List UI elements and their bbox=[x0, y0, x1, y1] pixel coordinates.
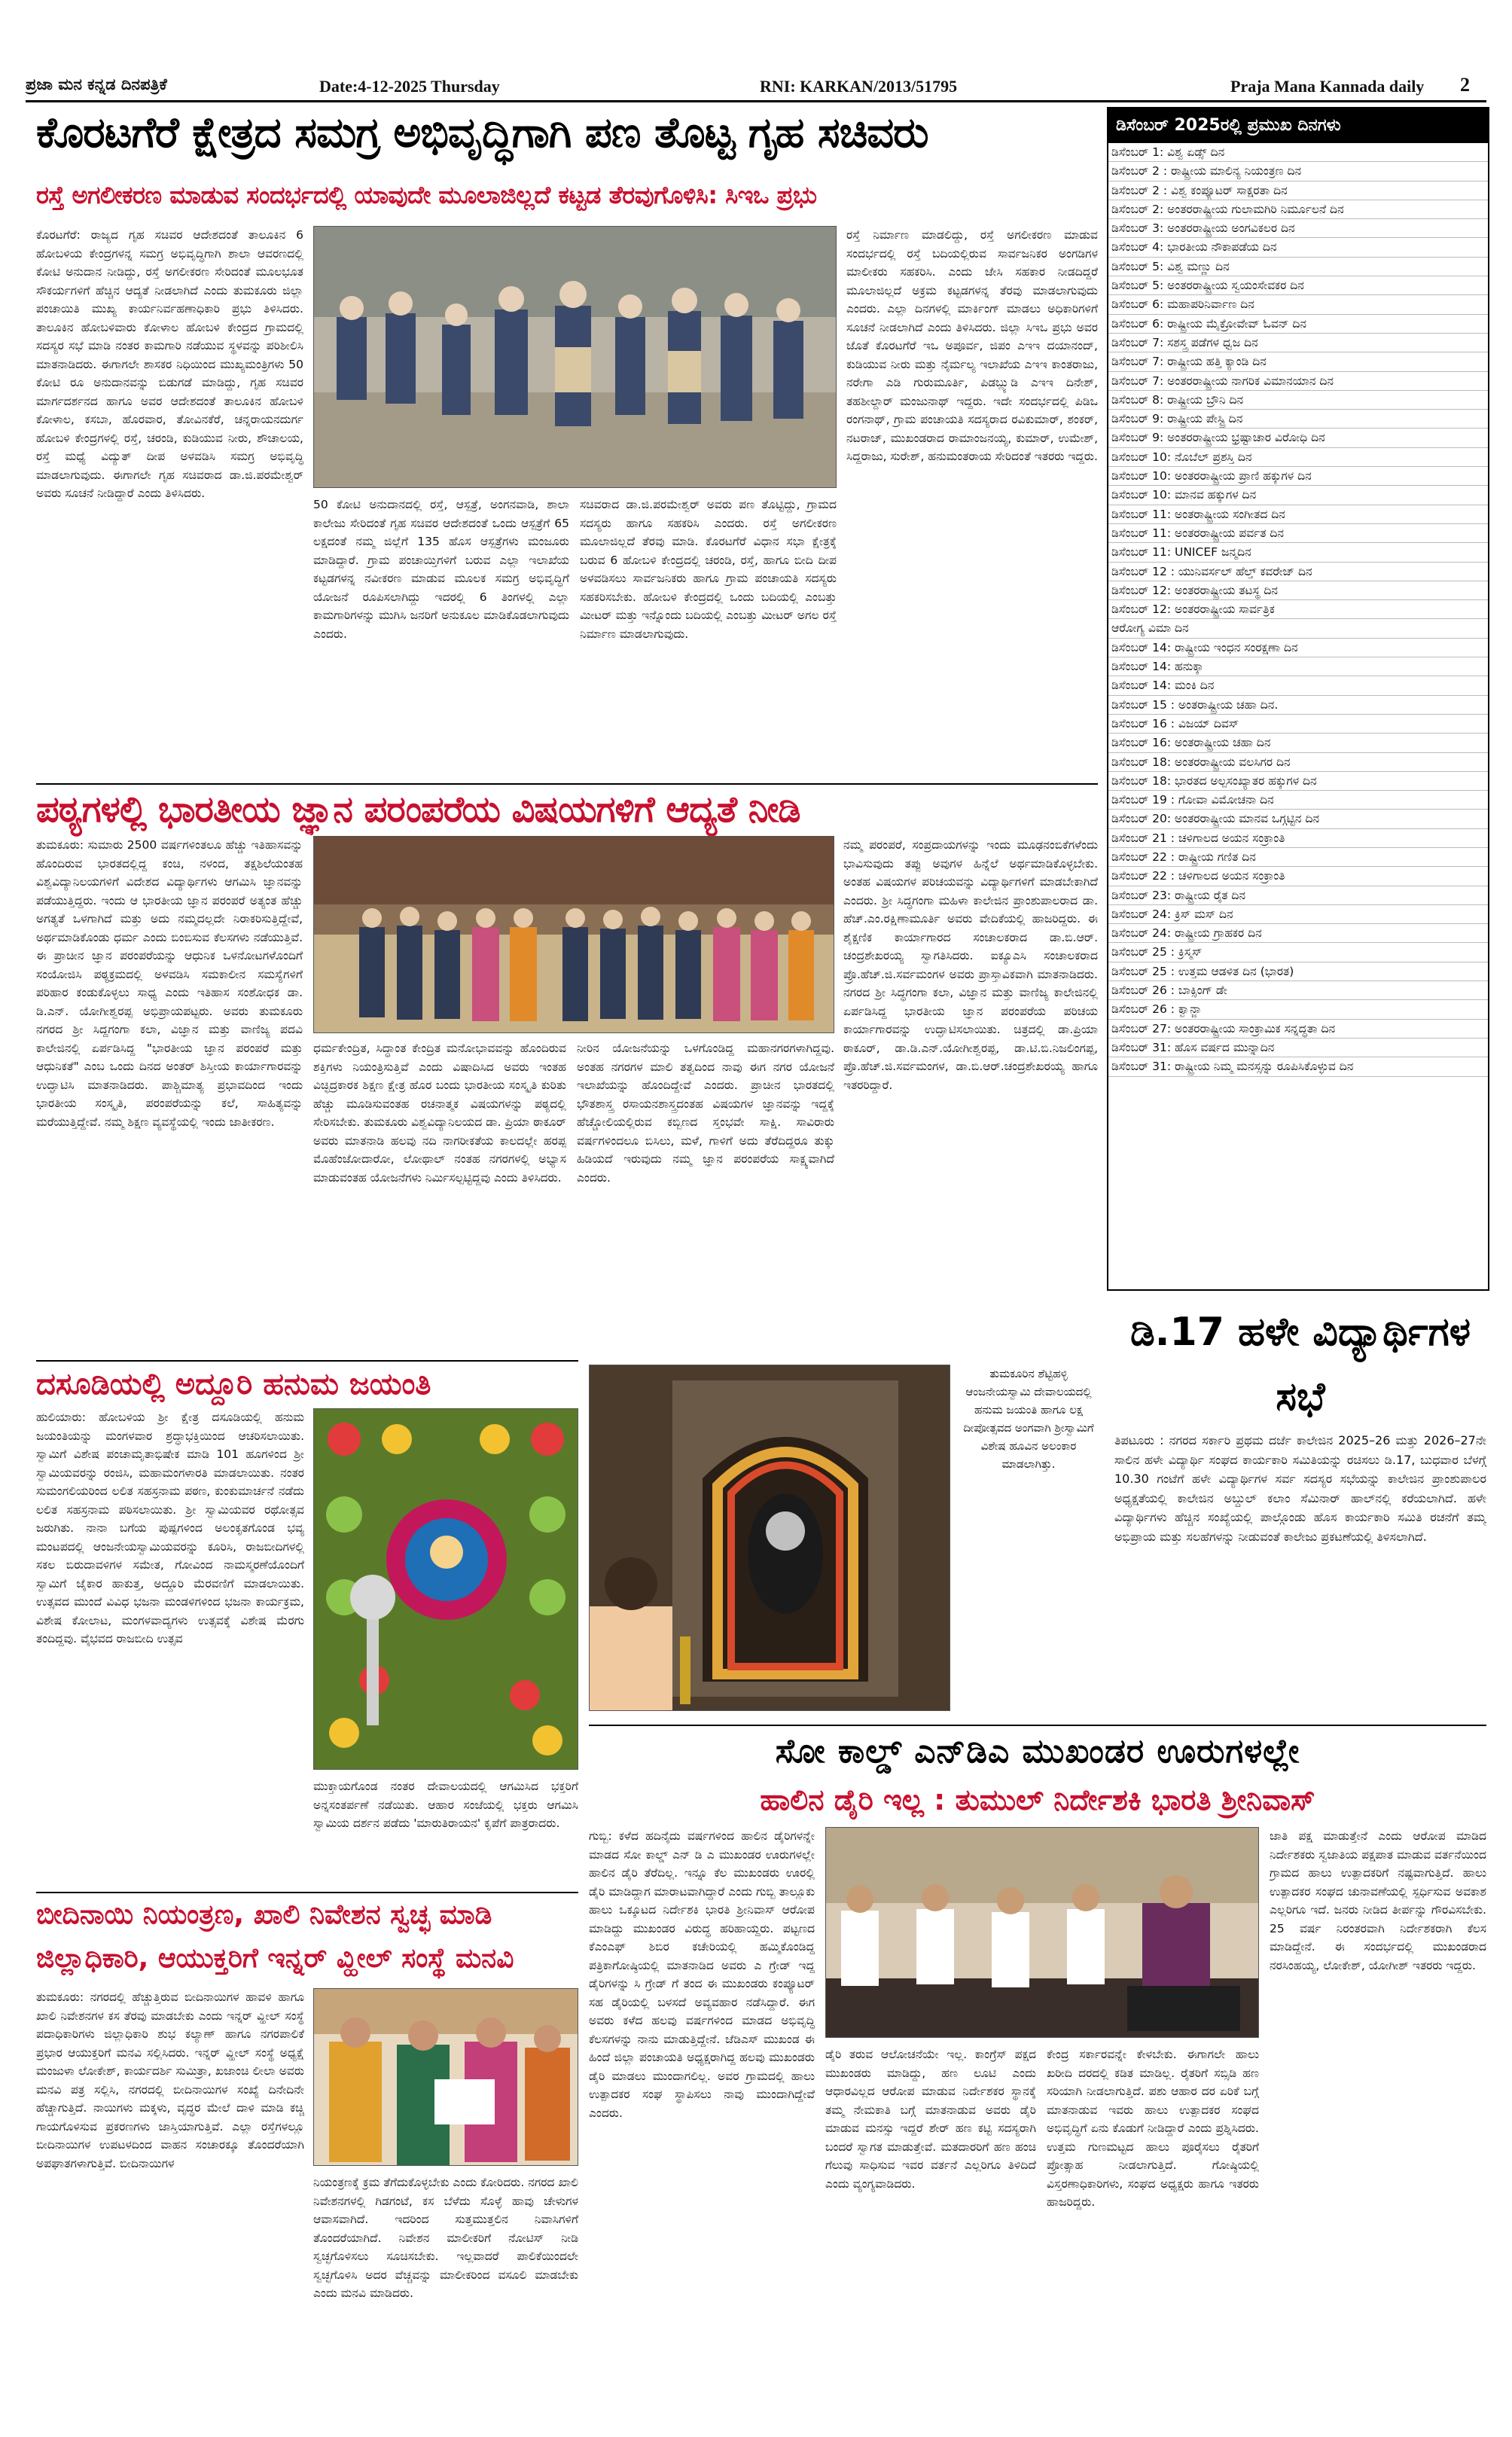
calendar-item: ಡಿಸೆಂಬರ್ 24: ಕ್ರಿಸ್ ಮಸ್ ದಿನ bbox=[1108, 905, 1488, 924]
story2-col2: ಧರ್ಮಕೇಂದ್ರಿತ, ಸಿದ್ಧಾಂತ ಕೇಂದ್ರಿತ ಮನೋಭಾವವನ್ನು ಹೊಂದಿರುವ ಶಕ್ತಿಗಳು ನಿಯಂತ್ರಿಸುತ್ತಿವೆ ಎಂದು ವಿಷಾದಿಸಿದ ಅವರು ಇಂತಹ ವಿಚ್ಛಿದ್ರಕಾರಕ ಶಿಕ್ಷಣ ಕ್ಷೇತ್ರ ಹೊರ ಬಂದು ಭಾರತೀಯ ಸಂಸ್ಕೃತಿ ಕುರಿತು ಹೆಚ್ಚು ಮೂಡಿಸುವಂತಹ ರಚನಾತ್ಮಕ ವಿಷಯಗಳನ್ನು ಪಠ್ಯದಲ್ಲಿ ಸೇರಿಸಬೇಕು. ತುಮಕೂರು ವಿಶ್ವವಿದ್ಯಾನಿಲಯದ ಡಾ. ಪ್ರಿಯಾ ಠಾಕೂರ್ ಅವರು ಮಾತನಾಡಿ ಹಲವು ನದಿ ನಾಗರೀಕತೆಯ ಕಾಲದಲ್ಲೇ ಹರಪ್ಪ ಮೊಹೆಂಜೋದಾರೋ, ಲೋಥಾಲ್ ನಂತಹ ನಗರಗಳಲ್ಲಿ ಅಭ್ಯಾಸ ಮಾಡುವಂತಹ ಯೋಜನೆಗಳು ನಿರ್ಮಿಸಲ್ಪಟ್ಟಿದ್ದವು ಎಂದು ತಿಳಿಸಿದರು. bbox=[313, 1042, 566, 1185]
calendar-item: ಡಿಸೆಂಬರ್ 11: UNICEF ಜನ್ಮದಿನ bbox=[1108, 543, 1488, 562]
calendar-item: ಡಿಸೆಂಬರ್ 7: ಸಶಸ್ತ್ರ ಪಡೆಗಳ ಧ್ವಜ ದಿನ bbox=[1108, 334, 1488, 352]
calendar-item: ಡಿಸೆಂಬರ್ 5: ವಿಶ್ವ ಮಣ್ಣು ದಿನ bbox=[1108, 258, 1488, 276]
calendar-item: ಡಿಸೆಂಬರ್ 22 : ಚಳಿಗಾಲದ ಅಯನ ಸಂಕ್ರಾಂತಿ bbox=[1108, 867, 1488, 886]
story6-col2: ನಿಯಂತ್ರಣಕ್ಕೆ ಕ್ರಮ ತೆಗೆದುಕೊಳ್ಳಬೇಕು ಎಂದು ಕೋರಿದರು. ನಗರದ ಖಾಲಿ ನಿವೇಶನಗಳಲ್ಲಿ ಗಿಡಗಂಟೆ, ಕಸ ಬೆಳೆದು ಸೊಳ್ಳೆ ಹಾವು ಚೇಳುಗಳ ಆವಾಸವಾಗಿದೆ. ಇದರಿಂದ ಸುತ್ತಮುತ್ತಲಿನ ನಿವಾಸಿಗಳಿಗೆ ತೊಂದರೆಯಾಗಿದೆ. ನಿವೇಶನ ಮಾಲೀಕರಿಗೆ ನೋಟಿಸ್ ನೀಡಿ ಸ್ವಚ್ಛಗೊಳಿಸಲು ಸೂಚಿಸಬೇಕು. ಇಲ್ಲವಾದರೆ ಪಾಲಿಕೆಯಿಂದಲೇ ಸ್ವಚ್ಛಗೊಳಿಸಿ ಅದರ ವೆಚ್ಚವನ್ನು ಮಾಲೀಕರಿಂದ ವಸೂಲಿ ಮಾಡಬೇಕು ಎಂದು ಮನವಿ ಮಾಡಿದರು. bbox=[313, 2176, 578, 2300]
story5-col4: ಜಾತಿ ಪಕ್ಷ ಮಾಡುತ್ತೇನೆ ಎಂದು ಆರೋಪ ಮಾಡಿದ ನಿರ್ದೇಶಕರು ಸ್ವಜಾತಿಯ ಪಕ್ಷಪಾತ ಮಾಡುವ ವರ್ತನೆಯಿಂದ ಗ್ರಾಮದ ಹಾಲು ಉತ್ಪಾದಕರಿಗೆ ನಷ್ಟವಾಗುತ್ತಿದೆ. ಹಾಲು ಉತ್ಪಾದಕರ ಸಂಘದ ಚುನಾವಣೆಯಲ್ಲಿ ಸ್ಪರ್ಧಿಸುವ ಅವಕಾಶ ಎಲ್ಲರಿಗೂ ಇದೆ. ಜನರು ನೀಡಿದ ತೀರ್ಪನ್ನು ಗೌರವಿಸಬೇಕು. 25 ವರ್ಷ ನಿರಂತರವಾಗಿ ನಿರ್ದೇಶಕರಾಗಿ ಕೆಲಸ ಮಾಡಿದ್ದೇನೆ. ಈ ಸಂದರ್ಭದಲ್ಲಿ ಮುಖಂಡರಾದ ನರಸಿಂಹಯ್ಯ, ಲೋಕೇಶ್, ಯೋಗೀಶ್ ಇತರರು ಇದ್ದರು. bbox=[1270, 1829, 1486, 1972]
calendar-item: ಡಿಸೆಂಬರ್ 8: ರಾಷ್ಟ್ರೀಯ ಬ್ರೌನಿ ದಿನ bbox=[1108, 391, 1488, 410]
calendar-item: ಡಿಸೆಂಬರ್ 25 : ಉತ್ತಮ ಆಡಳಿತ ದಿನ (ಭಾರತ) bbox=[1108, 962, 1488, 981]
calendar-item: ಡಿಸೆಂಬರ್ 9: ರಾಷ್ಟ್ರೀಯ ಪೇಸ್ಟ್ರಿ ದಿನ bbox=[1108, 410, 1488, 429]
story5-col1: ಗುಬ್ಬಿ: ಕಳೆದ ಹದಿನೈದು ವರ್ಷಗಳಿಂದ ಹಾಲಿನ ಡೈರಿಗಳನ್ನೇ ಮಾಡದ ಸೋ ಕಾಲ್ಡ್ ಎನ್ ಡಿ ಎ ಮುಖಂಡರ ಊರುಗಳಲ್ಲೇ ಹಾಲಿನ ಡೈರಿ ತೆರೆದಿಲ್ಲ. ಇನ್ನೂ ಕೆಲ ಮುಖಂಡರು ಊರಲ್ಲಿ ಡೈರಿ ಮಾಡಿದ್ದಾಗ ಮಾರಾಟವಾಗಿದ್ದಾರೆ ಎಂದು ಗುಬ್ಬಿ ತಾಲ್ಲೂಕು ಹಾಲು ಒಕ್ಕೂಟದ ನಿರ್ದೇಶಕಿ ಭಾರತಿ ಶ್ರೀನಿವಾಸ್ ಆರೋಪ ಮಾಡಿದ್ದು ಮುಖಂಡರ ವಿರುದ್ಧ ಹರಿಹಾಯ್ದರು. ಪಟ್ಟಣದ ಕೆಎಂಎಫ್ ಶಿಬಿರ ಕಚೇರಿಯಲ್ಲಿ ಹಮ್ಮಿಕೊಂಡಿದ್ದ ಪತ್ರಿಕಾಗೋಷ್ಠಿಯಲ್ಲಿ ಮಾತನಾಡಿದ ಅವರು ಎ ಗ್ರೇಡ್ ಇದ್ದ ಡೈರಿಗಳನ್ನು ಸಿ ಗ್ರೇಡ್ ಗೆ ತಂದ ಈ ಮುಖಂಡರು ಕಂಪ್ಯೂಟರ್ ಸಹ ಡೈರಿಯಲ್ಲಿ ಬಳಸದೆ ಅವ್ಯವಹಾರ ನಡೆಸಿದ್ದಾರೆ. ಈಗ ಅವರು ಕಳೆದ ಹಲವು ವರ್ಷಗಳಿಂದ ಮಾಡದ ಅಭಿವೃದ್ಧಿ ಕೆಲಸಗಳನ್ನು ನಾನು ಮಾಡುತ್ತಿದ್ದೇನೆ. ಜೆಡಿಎಸ್ ಮುಖಂಡ ಈ ಹಿಂದೆ ಜಿಲ್ಲಾ ಪಂಚಾಯತಿ ಅಧ್ಯಕ್ಷರಾಗಿದ್ದ ಹಲವು ಮುಖಂಡರು ಡೈರಿ ಮಾಡಲು ಮುಂದಾಗಲಿಲ್ಲ. ಅವರ ಗ್ರಾಮದಲ್ಲಿ ಹಾಲು ಉತ್ಪಾದಕರ ಸಂಘ ಸ್ಥಾಪಿಸಲು ನಾವು ಮುಂದಾಗಿದ್ದೇವೆ ಎಂದರು. bbox=[589, 1829, 815, 2120]
divider bbox=[36, 1360, 578, 1362]
story3-headline: ದಸೂಡಿಯಲ್ಲಿ ಅದ್ದೂರಿ ಹನುಮ ಜಯಂತಿ bbox=[36, 1367, 431, 1402]
calendar-item: ಡಿಸೆಂಬರ್ 16 : ವಿಜಯ್ ದಿವಸ್ bbox=[1108, 715, 1488, 734]
press-meet-image bbox=[826, 1828, 1259, 2038]
story4-body: ತಿಪಟೂರು : ನಗರದ ಸರ್ಕಾರಿ ಪ್ರಥಮ ದರ್ಜೆ ಕಾಲೇಜಿನ 2025–26 ಮತ್ತು 2026–27ನೇ ಸಾಲಿನ ಹಳೇ ವಿದ್ಯಾರ್ಥಿ ಸಂಘದ ಕಾರ್ಯಕಾರಿ ಸಮಿತಿಯನ್ನು ರಚಿಸಲು ಡಿ.17, ಬುಧವಾರ ಬೆಳಗ್ಗೆ 10.30 ಗಂಟೆಗೆ ಹಳೇ ವಿದ್ಯಾರ್ಥಿಗಳ ಸರ್ವ ಸದಸ್ಯರ ಸಭೆಯನ್ನು ಕಾಲೇಜಿನ ಪ್ರಾಂಶುಪಾಲರ ಅಧ್ಯಕ್ಷತೆಯಲ್ಲಿ ಕಾಲೇಜಿನ ಅಬ್ದುಲ್ ಕಲಾಂ ಸೆಮಿನಾರ್ ಹಾಲ್‌ನಲ್ಲಿ ಕರೆಯಲಾಗಿದೆ. ಹಳೇ ವಿದ್ಯಾರ್ಥಿಗಳು ಹೆಚ್ಚಿನ ಸಂಖ್ಯೆಯಲ್ಲಿ ಪಾಲ್ಗೊಂಡು ಹೊಸ ಕಾರ್ಯಕಾರಿ ಸಮಿತಿ ರಚನೆಗೆ ತಮ್ಮ ಅಭಿಪ್ರಾಯ ಮತ್ತು ಸಲಹೆಗಳನ್ನು ನೀಡುವಂತೆ ಕಾಲೇಜು ಪ್ರಕಟಣೆಯಲ್ಲಿ ತಿಳಿಸಲಾಗಿದೆ. bbox=[1114, 1433, 1486, 1544]
calendar-item: ಡಿಸೆಂಬರ್ 11: ಅಂತರಾಷ್ಟ್ರೀಯ ಸಂಗೀತದ ದಿನ bbox=[1108, 505, 1488, 524]
calendar-item: ಡಿಸೆಂಬರ್ 23: ರಾಷ್ಟ್ರೀಯ ರೈತ ದಿನ bbox=[1108, 886, 1488, 905]
calendar-item: ಡಿಸೆಂಬರ್ 12: ಅಂತರರಾಷ್ಟ್ರೀಯ ಸಾರ್ವತ್ರಿಕ bbox=[1108, 600, 1488, 619]
calendar-item: ಡಿಸೆಂಬರ್ 26 : ಕ್ವಾನ್ಜಾ bbox=[1108, 1000, 1488, 1019]
calendar-item: ಡಿಸೆಂಬರ್ 2 : ರಾಷ್ಟ್ರೀಯ ಮಾಲಿನ್ಯ ನಿಯಂತ್ರಣ ದಿನ bbox=[1108, 162, 1488, 181]
calendar-item: ಡಿಸೆಂಬರ್ 18: ಅಂತರರಾಷ್ಟ್ರೀಯ ವಲಸಿಗರ ದಿನ bbox=[1108, 753, 1488, 772]
calendar-item: ಡಿಸೆಂಬರ್ 2 : ವಿಶ್ವ ಕಂಪ್ಯೂಟರ್ ಸಾಕ್ಷರತಾ ದಿನ bbox=[1108, 181, 1488, 200]
story6-col1: ತುಮಕೂರು: ನಗರದಲ್ಲಿ ಹೆಚ್ಚುತ್ತಿರುವ ಬೀದಿನಾಯಿಗಳ ಹಾವಳಿ ಹಾಗೂ ಖಾಲಿ ನಿವೇಶನಗಳ ಕಸ ತೆರವು ಮಾಡಬೇಕು ಎಂದು ಇನ್ನರ್ ವ್ಹೀಲ್ ಸಂಸ್ಥೆ ಪದಾಧಿಕಾರಿಗಳು ಜಿಲ್ಲಾಧಿಕಾರಿ ಶುಭ ಕಲ್ಯಾಣ್ ಹಾಗೂ ನಗರಪಾಲಿಕೆ ಪ್ರಭಾರ ಆಯುಕ್ತರಿಗೆ ಮನವಿ ಸಲ್ಲಿಸಿದರು. ಇನ್ನರ್ ವ್ಹೀಲ್ ಸಂಸ್ಥೆ ಅಧ್ಯಕ್ಷೆ ಮಂಜುಳಾ ಲೋಕೇಶ್, ಕಾರ್ಯದರ್ಶಿ ಸುಮಿತ್ರಾ, ಖಜಾಂಚಿ ಲೀಲಾ ಅವರು ಮನವಿ ಪತ್ರ ಸಲ್ಲಿಸಿ, ನಗರದಲ್ಲಿ ಬೀದಿನಾಯಿಗಳ ಸಂಖ್ಯೆ ದಿನೇದಿನೇ ಹೆಚ್ಚಾಗುತ್ತಿದೆ. ನಾಯಿಗಳು ಮಕ್ಕಳು, ವೃದ್ಧರ ಮೇಲೆ ದಾಳಿ ಮಾಡಿ ಕಚ್ಚಿ ಗಾಯಗೊಳಿಸುವ ಪ್ರಕರಣಗಳು ಜಾಸ್ತಿಯಾಗುತ್ತಿವೆ. ಎಲ್ಲಾ ರಸ್ತೆಗಳಲ್ಲೂ ಬೀದಿನಾಯಿಗಳ ಉಪಟಳದಿಂದ ವಾಹನ ಸಂಚಾರಕ್ಕೂ ತೊಂದರೆಯಾಗಿ ಅಪಘಾತಗಳಾಗುತ್ತಿವೆ. ಬೀದಿನಾಯಿಗಳ bbox=[36, 1990, 304, 2170]
calendar-item: ಡಿಸೆಂಬರ್ 10: ನೊಬೆಲ್ ಪ್ರಶಸ್ತಿ ದಿನ bbox=[1108, 448, 1488, 467]
story1-col3: ಸಚಿವರಾದ ಡಾ.ಜಿ.ಪರಮೇಶ್ವರ್ ಅವರು ಪಣ ತೊಟ್ಟಿದ್ದು, ಗ್ರಾಮದ ಸದಸ್ಯರು ಹಾಗೂ ಸಹಕರಿಸಿ ಎಂದರು. ರಸ್ತೆ ಅಗಲೀಕರಣ ಮೂಲಾಜಿಲ್ಲದೆ ತೆರವು ಮಾಡಿ. ಕೊರಟಗೆರೆ ವಿಧಾನ ಸಭಾ ಕ್ಷೇತ್ರಕ್ಕೆ ಬರುವ 6 ಹೋಬಳಿ ಕೇಂದ್ರದಲ್ಲಿ ಚರಂಡಿ, ರಸ್ತೆ, ಹಾಗೂ ಬೀದಿ ದೀಪ ಅಳವಡಿಸಲು ಸಾರ್ವಜನಿಕರು ಹಾಗೂ ಗ್ರಾಮ ಪಂಚಾಯತಿ ಸದಸ್ಯರು ಸಹಕರಿಸಬೇಕು. ಹೋಬಳಿ ಕೇಂದ್ರದಲ್ಲಿ ಒಂದು ಬದಿಯಲ್ಲಿ ಎಂಬತ್ತು ಮೀಟರ್ ಮತ್ತು ಇನ್ನೊಂದು ಬದಿಯಲ್ಲಿ ಎಂಬತ್ತು ಮೀಟರ್ ಅಗಲ ರಸ್ತೆ ನಿರ್ಮಾಣ ಮಾಡಲಾಗುವುದು. bbox=[580, 498, 837, 641]
calendar-item: ಡಿಸೆಂಬರ್ 10: ಮಾನವ ಹಕ್ಕುಗಳ ದಿನ bbox=[1108, 486, 1488, 505]
calendar-item: ಡಿಸೆಂಬರ್ 22 : ರಾಷ್ಟ್ರೀಯ ಗಣಿತ ದಿನ bbox=[1108, 848, 1488, 867]
calendar-title: ಡಿಸೆಂಬರ್ 2025ರಲ್ಲಿ ಪ್ರಮುಖ ದಿನಗಳು bbox=[1108, 108, 1488, 143]
calendar-item: ಡಿಸೆಂಬರ್ 27: ಅಂತರರಾಷ್ಟ್ರೀಯ ಸಾಂಕ್ರಾಮಿಕ ಸನ್ನದ್ಧತಾ ದಿನ bbox=[1108, 1020, 1488, 1039]
fruit-decoration-image bbox=[314, 1409, 578, 1770]
story6-subhead: ಜಿಲ್ಲಾಧಿಕಾರಿ, ಆಯುಕ್ತರಿಗೆ ಇನ್ನರ್ ವ್ಹೀಲ್ ಸಂಸ್ಥೆ ಮನವಿ bbox=[36, 1943, 514, 1974]
calendar-item: ಡಿಸೆಂಬರ್ 3: ಅಂತರರಾಷ್ಟ್ರೀಯ ಅಂಗವಿಕಲರ ದಿನ bbox=[1108, 219, 1488, 238]
divider bbox=[36, 783, 1098, 785]
calendar-item: ಡಿಸೆಂಬರ್ 31: ಹೊಸ ವರ್ಷದ ಮುನ್ನಾದಿನ bbox=[1108, 1039, 1488, 1057]
issue-date: Date:4-12-2025 Thursday bbox=[319, 77, 500, 96]
paper-name: Praja Mana Kannada daily bbox=[1230, 77, 1425, 96]
header-bar bbox=[26, 72, 1486, 102]
calendar-item: ಡಿಸೆಂಬರ್ 15 : ಅಂತರಾಷ್ಟ್ರೀಯ ಚಹಾ ದಿನ. bbox=[1108, 696, 1488, 715]
calendar-item: ಡಿಸೆಂಬರ್ 14: ಹನುಕ್ಕಾ bbox=[1108, 657, 1488, 676]
story5-subhead: ಹಾಲಿನ ಡೈರಿ ಇಲ್ಲ : ತುಮುಲ್ ನಿರ್ದೇಶಕಿ ಭಾರತಿ ಶ್ರೀನಿವಾಸ್ bbox=[760, 1783, 1315, 1816]
calendar-item: ಡಿಸೆಂಬರ್ 25 : ಕ್ರಿಸ್ಮಸ್ bbox=[1108, 943, 1488, 962]
temple-idol-image bbox=[590, 1365, 950, 1711]
story4-headline: ಡಿ.17 ಹಳೇ ವಿದ್ಯಾರ್ಥಿಗಳ ಸಭೆ bbox=[1130, 1310, 1471, 1420]
story3-col1: ಹುಲಿಯಾರು: ಹೋಬಳಿಯ ಶ್ರೀ ಕ್ಷೇತ್ರ ದಸೂಡಿಯಲ್ಲಿ ಹನುಮ ಜಯಂತಿಯನ್ನು ಮಂಗಳವಾರ ಶ್ರದ್ಧಾಭಕ್ತಿಯಿಂದ ಆಚರಿಸಲಾಯಿತು. ಸ್ವಾಮಿಗೆ ವಿಶೇಷ ಪಂಚಾಮೃತಾಭಿಷೇಕ ಮಾಡಿ 101 ಹೂಗಳಿಂದ ಶ್ರೀ ಸ್ವಾಮಿಯವರನ್ನು ರಂಜಿಸಿ, ಮಹಾಮಂಗಳಾರತಿ ಮಾಡಲಾಯಿತು. ನಂತರ ಸುಮಂಗಲಿಯರಿಂದ ಲಲಿತ ಸಹಸ್ರನಾಮ ಪಠಣ, ಕುಂಕುಮಾರ್ಚನೆ ನಡೆದು ಲಲಿತ ಸಹಸ್ರನಾಮ ಪಠಿಸಲಾಯಿತು. ಶ್ರೀ ಸ್ವಾಮಿಯವರ ರಥೋತ್ಸವ ಜರುಗಿತು. ನಾನಾ ಬಗೆಯ ಪುಷ್ಪಗಳಿಂದ ಅಲಂಕೃತಗೊಂಡ ಭವ್ಯ ಮಂಟಪದಲ್ಲಿ ಆಂಜನೇಯಸ್ವಾಮಿಯವರನ್ನು ಕೂರಿಸಿ, ರಾಜಬೀದಿಗಳಲ್ಲಿ ಸಕಲ ಬಿರುದಾವಳಿಗಳ ಸಮೇತ, ಗೋವಿಂದ ನಾಮಸ್ಮರಣೆಯೊಂದಿಗೆ ಸ್ವಾಮಿಗೆ ಜೈಕಾರ ಹಾಕುತ್ತ, ಅದ್ದೂರಿ ಮೆರವಣಿಗೆ ಮಾಡಲಾಯಿತು. ಉತ್ಸವದ ಮುಂದೆ ವಿವಿಧ ಭಜನಾ ಮಂಡಳಿಗಳಿಂದ ಭಜನಾ ಕಾರ್ಯಕ್ರಮ, ವಿಶೇಷ ಕೋಲಾಟ, ಮಂಗಳವಾದ್ಯಗಳು ಉತ್ಸವಕ್ಕೆ ವಿಶೇಷ ಮೆರಗು ತಂದಿದ್ದವು. ವೈಭವದ ರಾಜಬೀದಿ ಉತ್ಸವ bbox=[36, 1411, 304, 1646]
story3-photo bbox=[313, 1408, 578, 1770]
calendar-item: ಡಿಸೆಂಬರ್ 14: ಮಂಕಿ ದಿನ bbox=[1108, 676, 1488, 695]
story5-col2: ಡೈರಿ ತರುವ ಆಲೋಚನೆಯೇ ಇಲ್ಲ. ಕಾಂಗ್ರೆಸ್ ಪಕ್ಷದ ಮುಖಂಡರು ಮಾಡಿದ್ದು, ಹಣ ಲೂಟಿ ಎಂದು ಆಧಾರವಿಲ್ಲದ ಆರೋಪ ಮಾಡುವ ನಿರ್ದೇಶಕರ ಸ್ಥಾನಕ್ಕೆ ತಮ್ಮ ನೇಮಕಾತಿ ಬಗ್ಗೆ ಮಾತನಾಡುವ ಅವರು ಡೈರಿ ಮಾಡುವ ಮನಸ್ಸು ಇದ್ದರೆ ಶೇರ್ ಹಣ ಕಟ್ಟಿ ಸದಸ್ಯರಾಗಿ ಬಂದರೆ ಸ್ವಾಗತ ಮಾಡುತ್ತೇವೆ. ಮತದಾರರಿಗೆ ಹಣ ಹಂಚಿ ಗೆಲುವು ಸಾಧಿಸುವ ಇವರ ವರ್ತನೆ ಎಲ್ಲರಿಗೂ ತಿಳಿದಿದೆ ಎಂದು ವ್ಯಂಗ್ಯವಾಡಿದರು. bbox=[825, 2048, 1036, 2191]
story1-col4: ರಸ್ತೆ ನಿರ್ಮಾಣ ಮಾಡಲಿದ್ದು, ರಸ್ತೆ ಅಗಲೀಕರಣ ಮಾಡುವ ಸಂದರ್ಭದಲ್ಲಿ ರಸ್ತೆ ಬದಿಯಲ್ಲಿರುವ ಸಾರ್ವಜನಿಕರ ಅಂಗಡಿಗಳ ಮಾಲೀಕರು ಸಹಕರಿಸಿ. ಎಂದು ಜೇಸಿ ಸಹಕಾರ ನೀಡದಿದ್ದರೆ ಮೂಲಾಜಿಲ್ಲದೆ ಅಕ್ರಮ ಕಟ್ಟಡಗಳನ್ನ ತೆರವು ಮಾಡಲಾಗುವುದು ಎಂದರು. ಎಲ್ಲಾ ದಿನಗಳಲ್ಲಿ ಮಾರ್ಕಿಂಗ್ ಮಾಡಲು ಅಧಿಕಾರಿಗಳಿಗೆ ಸೂಚನೆ ನೀಡಲಾಗಿದೆ ಎಂದು ತಿಳಿಸಿದರು. ಜಿಲ್ಲಾ ಸಿಇಒ ಪ್ರಭು ಅವರ ಜೊತೆ ಕೊರಟಗೆರೆ ಇಒ ಅಪೂರ್ವ, ಜಿಪಂ ಎಇಇ ದಯಾನಂದ್, ಕುಡಿಯುವ ನೀರು ಮತ್ತು ನೈರ್ಮಲ್ಯ ಇಲಾಖೆಯ ಎಇಇ ಕಾಂತರಾಜು, ನರೇಗಾ ಎಡಿ ಗುರುಮೂರ್ತಿ, ಪಿಡಬ್ಲ್ಯುಡಿ ಎಇಇ ದಿನೇಶ್, ತಹಶೀಲ್ದಾರ್ ಮಂಜುನಾಥ್ ಇದ್ದರು. ಇದೇ ಸಂದರ್ಭದಲ್ಲಿ ಪಿಡಿಒ ರಂಗನಾಥ್, ಗ್ರಾಮ ಪಂಚಾಯತಿ ಸದಸ್ಯರಾದ ರವಿಕುಮಾರ್, ಶಂಕರ್, ನಟರಾಜ್, ಮುಖಂಡರಾದ ರಾಮಾಂಜನಯ್ಯ, ಕುಮಾರ್, ಉಮೇಶ್, ಸಿದ್ದರಾಜು, ಸುರೇಶ್, ಹನುಮಂತರಾಯ ಸೇರಿದಂತೆ ಇತರರು ಇದ್ದರು. bbox=[846, 228, 1098, 463]
site-inspection-image bbox=[314, 227, 837, 488]
story2-photo bbox=[313, 836, 834, 1033]
calendar-item: ಡಿಸೆಂಬರ್ 11: ಅಂತರರಾಷ್ಟ್ರೀಯ ಪರ್ವತ ದಿನ bbox=[1108, 524, 1488, 543]
calendar-item: ಡಿಸೆಂಬರ್ 20: ಅಂತರರಾಷ್ಟ್ರೀಯ ಮಾನವ ಒಗ್ಗಟ್ಟಿನ ದಿನ bbox=[1108, 810, 1488, 828]
workshop-group-image bbox=[314, 837, 834, 1033]
calendar-list bbox=[1108, 143, 1488, 1077]
divider bbox=[36, 1892, 578, 1893]
temple-photo-caption: ತುಮಕೂರಿನ ಶೆಟ್ಟಿಹಳ್ಳಿ ಆಂಜನೇಯಸ್ವಾಮಿ ದೇವಾಲಯದಲ್ಲಿ ಹನುಮ ಜಯಂತಿ ಹಾಗೂ ಲಕ್ಷ ದೀಪೋತ್ಸವದ ಅಂಗವಾಗಿ ಶ್ರೀಸ್ವಾಮಿಗೆ ವಿಶೇಷ ಹೂವಿನ ಅಲಂಕಾರ ಮಾಡಲಾಗಿತ್ತು. bbox=[963, 1367, 1094, 1471]
page-number: 2 bbox=[1460, 74, 1470, 96]
story5-headline: ಸೋ ಕಾಲ್ಡ್ ಎನ್‌ಡಿಎ ಮುಖಂಡರ ಊರುಗಳಲ್ಲೇ bbox=[775, 1732, 1300, 1771]
story1-col1: ಕೊರಟಗೆರೆ: ರಾಜ್ಯದ ಗೃಹ ಸಚಿವರ ಆದೇಶದಂತೆ ತಾಲೂಕಿನ 6 ಹೋಬಳಿಯ ಕೇಂದ್ರಗಳನ್ನ ಸಮಗ್ರ ಅಭಿವೃದ್ಧಿಗಾಗಿ ಶಾಲಾ ಆವರಣದಲ್ಲಿ ಕೋಟಿ ಅನುದಾನ ನೀಡಿದ್ದು, ರಸ್ತೆ ಅಗಲೀಕರಣ ಸೇರಿದಂತೆ ಮೂಲಭೂತ ಸೌಕರ್ಯಗಳಿಗೆ ಹೆಚ್ಚಿನ ಆದ್ಯತೆ ನೀಡಲಾಗಿದೆ ಎಂದು ತುಮಕೂರು ಜಿಲ್ಲಾ ಪಂಚಾಯಿತಿ ಮುಖ್ಯ ಕಾರ್ಯನಿರ್ವಹಣಾಧಿಕಾರಿ ಪ್ರಭು ತಿಳಿಸಿದರು. ತಾಲೂಕಿನ ಹೋಬಳಿವಾರು ಕೋಳಾಲ ಹೋಬಳಿ ಕೇಂದ್ರದ ಗ್ರಾಮದಲ್ಲಿ ಸದಸ್ಯರ ಸಭೆ ಮಾಡಿ ನಂತರ ಕಾಮಗಾರಿ ನಡೆಯುವ ಸ್ಥಳವನ್ನು ಪರಿಶೀಲಿಸಿ ಮಾತನಾಡಿದರು. ಈಗಾಗಲೇ ಶಾಸಕರ ನಿಧಿಯಿಂದ ಮುಖ್ಯಮಂತ್ರಿಗಳು 50 ಕೋಟಿ ರೂ ಅನುದಾನವನ್ನು ಬಿಡುಗಡೆ ಮಾಡಿದ್ದು, ಗೃಹ ಸಚಿವರ ಮಾರ್ಗದರ್ಶನದ ಹಾಗೂ ಅವರ ಆದೇಶದಂತೆ ತಾಲೂಕಿನ ಹೋಬಳಿ ಕೋಳಾಲ, ಕಸಬಾ, ಹೊರವಾರ, ತೋವಿನಕೆರೆ, ಚನ್ನರಾಯನದುರ್ಗ ಹೋಬಳಿ ಕೇಂದ್ರಗಳಲ್ಲಿ ರಸ್ತೆ, ಚರಂಡಿ, ಕುಡಿಯುವ ನೀರು, ಶೌಚಾಲಯ, ರಸ್ತೆ ಮಧ್ಯೆ ವಿದ್ಯುತ್ ದೀಪ ಅಳವಡಿಸಿ ಸಮಗ್ರ ಅಭಿವೃದ್ಧಿ ಮಾಡಲಾಗುವುದು. ಈಗಾಗಲೇ ಗೃಹ ಸಚಿವರಾದ ಡಾ.ಜಿ.ಪರಮೇಶ್ವರ್ ಅವರು ಸೂಚನೆ ನೀಡಿದ್ದಾರೆ ಎಂದು ತಿಳಿಸಿದರು. bbox=[36, 228, 303, 500]
calendar-item: ಡಿಸೆಂಬರ್ 21 : ಚಳಿಗಾಲದ ಅಯನ ಸಂಕ್ರಾಂತಿ bbox=[1108, 829, 1488, 848]
calendar-item: ಡಿಸೆಂಬರ್ 18: ಭಾರತದ ಅಲ್ಪಸಂಖ್ಯಾತರ ಹಕ್ಕುಗಳ ದಿನ bbox=[1108, 772, 1488, 791]
story6-headline: ಬೀದಿನಾಯಿ ನಿಯಂತ್ರಣ, ಖಾಲಿ ನಿವೇಶನ ಸ್ವಚ್ಛ ಮಾಡಿ bbox=[36, 1899, 492, 1930]
calendar-item: ಡಿಸೆಂಬರ್ 7: ಅಂತರರಾಷ್ಟ್ರೀಯ ನಾಗರಿಕ ವಿಮಾನಯಾನ ದಿನ bbox=[1108, 372, 1488, 391]
story3-col2: ಮುಕ್ತಾಯಗೊಂಡ ನಂತರ ದೇವಾಲಯದಲ್ಲಿ ಆಗಮಿಸಿದ ಭಕ್ತರಿಗೆ ಅನ್ನಸಂತರ್ಪಣೆ ನಡೆಯಿತು. ಆಹಾರ ಸಂಜೆಯಲ್ಲಿ ಭಕ್ತರು ಆಗಮಿಸಿ ಸ್ವಾಮಿಯ ದರ್ಶನ ಪಡೆದು 'ಮಾರುತಿರಾಯನ' ಕೃಪೆಗೆ ಪಾತ್ರರಾದರು. bbox=[313, 1780, 578, 1830]
story1-photo bbox=[313, 226, 837, 488]
memorandum-image bbox=[314, 1989, 578, 2166]
story2-col1: ತುಮಕೂರು: ಸುಮಾರು 2500 ವರ್ಷಗಳಿಂತಲೂ ಹೆಚ್ಚು ಇತಿಹಾಸವನ್ನು ಹೊಂದಿರುವ ಭಾರತದಲ್ಲಿದ್ದ ಕಂಚಿ, ನಳಂದ, ತಕ್ಷಶಿಲೆಯಂತಹ ವಿಶ್ವವಿದ್ಯಾನಿಲಯಗಳಿಗೆ ವಿದೇಶದ ವಿದ್ಯಾರ್ಥಿಗಳು ಆಗಮಿಸಿ ಜ್ಞಾನವನ್ನು ಪಡೆಯುತ್ತಿದ್ದರು. ಇಂದು ಆ ಭಾರತೀಯ ಜ್ಞಾನ ಪರಂಪರೆ ಅತ್ಯಂತ ಹೆಚ್ಚು ಅಗತ್ಯತೆ ಒಳಗಾಗಿದೆ ಮತ್ತು ಅದು ನಮ್ಮದಲ್ಲದೇ ನಿರಾಕರಿಸುತ್ತಿದ್ದೇವೆ, ಅರ್ಥಮಾಡಿಕೊಂಡು ಧರ್ಮ ಎಂದು ಬಿಂಬಿಸುವ ಕೆಲಸಗಳು ನಡೆಯುತ್ತಿವೆ. ಈ ಪ್ರಾಚೀನ ಜ್ಞಾನ ಪರಂಪರೆಯನ್ನು ಆಧುನಿಕ ಒಳನೋಟಗಳೊಂದಿಗೆ ಸಂಯೋಜಿಸಿ ಪಠ್ಯಕ್ರಮದಲ್ಲಿ ಅಳವಡಿಸಿ ಸಮಕಾಲೀನ ಸಮಸ್ಯೆಗಳಿಗೆ ಪರಿಹಾರ ಕಂಡುಕೊಳ್ಳಲು ಸಾಧ್ಯ ಎಂದು ಇತಿಹಾಸ ಸಂಶೋಧಕ ಡಾ. ಡಿ.ಎನ್. ಯೋಗೀಶ್ವರಪ್ಪ ಅಭಿಪ್ರಾಯಪಟ್ಟರು. ಅವರು ತುಮಕೂರು ನಗರದ ಶ್ರೀ ಸಿದ್ದಗಂಗಾ ಕಲಾ, ವಿಜ್ಞಾನ ಮತ್ತು ವಾಣಿಜ್ಯ ಪದವಿ ಕಾಲೇಜಿನಲ್ಲಿ ಏರ್ಪಡಿಸಿದ್ದ "ಭಾರತೀಯ ಜ್ಞಾನ ಪರಂಪರೆ ಮತ್ತು ಆಧುನಿಕತೆ" ಎಂಬ ಒಂದು ದಿನದ ಅಂತರ್ ಶಿಸ್ತೀಯ ಕಾರ್ಯಾಗಾರವನ್ನು ಉದ್ಘಾಟಿಸಿ ಮಾತನಾಡಿದರು. ಪಾಶ್ಚಿಮಾತ್ಯ ಪ್ರಭಾವದಿಂದ ಇಂದು ಭಾರತೀಯ ಸಂಸ್ಕೃತಿ, ಪರಂಪರೆಯನ್ನು ಕಲೆ, ಸಾಹಿತ್ಯವನ್ನು ಮರೆಯುತ್ತಿದ್ದೇವೆ. ನಮ್ಮ ಶಿಕ್ಷಣ ವ್ಯವಸ್ಥೆಯಲ್ಲಿ ಇಂದು ಜಾತೀಕರಣ. bbox=[36, 838, 303, 1129]
calendar-item: ಡಿಸೆಂಬರ್ 24: ರಾಷ್ಟ್ರೀಯ ಗ್ರಾಹಕರ ದಿನ bbox=[1108, 924, 1488, 943]
story2-col3: ನೀರಿನ ಯೋಜನೆಯನ್ನು ಒಳಗೊಂಡಿದ್ದ ಮಹಾನಗರಗಳಾಗಿದ್ದವು. ಅಂತಹ ನಗರಗಳ ಮಾಲಿ ತತ್ವದಿಂದ ನಾವು ಈಗ ನಗರ ಯೋಜನೆ ಇಲಾಖೆಯನ್ನು ಹೊಂದಿದ್ದೇವೆ ಎಂದರು. ಪ್ರಾಚೀನ ಭಾರತದಲ್ಲಿ ಭೌತಶಾಸ್ತ್ರ ರಸಾಯನಶಾಸ್ತ್ರದಂತಹ ವಿಷಯಗಳ ಜ್ಞಾನವನ್ನು ಇದ್ದಕ್ಕೆ ಹೆಚ್ಚೋಲಿಯಲ್ಲಿರುವ ಕಬ್ಬಿಣದ ಸ್ತಂಭವೇ ಸಾಕ್ಷಿ. ಸಾವಿರಾರು ವರ್ಷಗಳಿಂದಲೂ ಬಿಸಿಲು, ಮಳೆ, ಗಾಳಿಗೆ ಅದು ತೆರೆದಿದ್ದರೂ ತುಕ್ಕು ಹಿಡಿಯದೆ ಇರುವುದು ನಮ್ಮ ಜ್ಞಾನ ಪರಂಪರೆಯ ಸಾಕ್ಷ್ಯವಾಗಿದೆ ಎಂದರು. bbox=[577, 1042, 834, 1185]
story5-col3: ಕೇಂದ್ರ ಸರ್ಕಾರವನ್ನೇ ಕೇಳಬೇಕು. ಈಗಾಗಲೇ ಹಾಲು ಖರೀದಿ ದರದಲ್ಲಿ ಕಡಿತ ಮಾಡಿಲ್ಲ. ರೈತರಿಗೆ ಸಬ್ಸಿಡಿ ಹಣ ಸರಿಯಾಗಿ ನೀಡಲಾಗುತ್ತಿದೆ. ಪಶು ಆಹಾರ ದರ ಏರಿಕೆ ಬಗ್ಗೆ ಮಾತನಾಡುವ ಇವರು ಹಾಲು ಉತ್ಪಾದಕರ ಸಂಘದ ಅಭಿವೃದ್ಧಿಗೆ ಏನು ಕೊಡುಗೆ ನೀಡಿದ್ದಾರೆ ಎಂದು ಪ್ರಶ್ನಿಸಿದರು. ಉತ್ತಮ ಗುಣಮಟ್ಟದ ಹಾಲು ಪೂರೈಸಲು ರೈತರಿಗೆ ಪ್ರೋತ್ಸಾಹ ನೀಡಲಾಗುತ್ತಿದೆ. ಗೋಷ್ಠಿಯಲ್ಲಿ ವಿಸ್ತರಣಾಧಿಕಾರಿಗಳು, ಸಂಘದ ಅಧ್ಯಕ್ಷರು ಹಾಗೂ ಇತರರು ಹಾಜರಿದ್ದರು. bbox=[1047, 2048, 1259, 2209]
temple-photo bbox=[589, 1365, 950, 1711]
calendar-item: ಡಿಸೆಂಬರ್ 31: ರಾಷ್ಟ್ರೀಯ ನಿಮ್ಮ ಮನಸ್ಸನ್ನು ರೂಪಿಸಿಕೊಳ್ಳುವ ದಿನ bbox=[1108, 1057, 1488, 1076]
calendar-item: ಡಿಸೆಂಬರ್ 6: ಮಹಾಪರಿನಿರ್ವಾಣ ದಿನ bbox=[1108, 295, 1488, 314]
calendar-item: ಡಿಸೆಂಬರ್ 10: ಅಂತರರಾಷ್ಟ್ರೀಯ ಪ್ರಾಣಿ ಹಕ್ಕುಗಳ ದಿನ bbox=[1108, 467, 1488, 486]
story6-photo bbox=[313, 1988, 578, 2166]
calendar-item: ಡಿಸೆಂಬರ್ 26 : ಬಾಕ್ಸಿಂಗ್ ಡೇ bbox=[1108, 981, 1488, 1000]
calendar-item: ಆರೋಗ್ಯ ವಿಮಾ ದಿನ bbox=[1108, 619, 1488, 638]
calendar-item: ಡಿಸೆಂಬರ್ 14: ರಾಷ್ಟ್ರೀಯ ಇಂಧನ ಸಂರಕ್ಷಣಾ ದಿನ bbox=[1108, 639, 1488, 657]
masthead-logo: ಪ್ರಜಾ ಮನ ಕನ್ನಡ ದಿನಪತ್ರಿಕೆ bbox=[26, 75, 167, 93]
story2-col4: ನಮ್ಮ ಪರಂಪರೆ, ಸಂಪ್ರದಾಯಗಳನ್ನು ಇಂದು ಮೂಢನಂಬಿಕೆಗಳೆಂದು ಭಾವಿಸುವುದು ತಪ್ಪು ಅವುಗಳ ಹಿನ್ನೆಲೆ ಅರ್ಥಮಾಡಿಕೊಳ್ಳಬೇಕು. ಅಂತಹ ವಿಷಯಗಳ ಪರಿಚಯವನ್ನು ವಿದ್ಯಾರ್ಥಿಗಳಿಗೆ ಮಾಡಬೇಕಾಗಿದೆ ಎಂದರು. ಶ್ರೀ ಸಿದ್ಧಗಂಗಾ ಮಹಿಳಾ ಕಾಲೇಜಿನ ಪ್ರಾಂಶುಪಾಲರಾದ ಡಾ. ಹೆಚ್.ಎಂ.ರಕ್ಷಿಣಾಮೂರ್ತಿ ಅವರು ವೇದಿಕೆಯಲ್ಲಿ ಹಾಜರಿದ್ದರು. ಈ ಶೈಕ್ಷಣಿಕ ಕಾರ್ಯಾಗಾರದ ಸಂಚಾಲಕರಾದ ಡಾ.ಬಿ.ಆರ್. ಚಂದ್ರಶೇಖರಯ್ಯ ಸ್ವಾಗತಿಸಿದರು. ಐಕ್ಯೂಎಸಿ ಸಂಚಾಲಕರಾದ ಪ್ರೊ.ಹೆಚ್.ಜಿ.ಸರ್ವಮಂಗಳ ಅವರು ಪ್ರಾಸ್ತಾವಿಕವಾಗಿ ಮಾತನಾಡಿದರು. ನಗರದ ಶ್ರೀ ಸಿದ್ಧಗಂಗಾ ಕಲಾ, ವಿಜ್ಞಾನ ಮತ್ತು ವಾಣಿಜ್ಯ ಕಾಲೇಜಿನಲ್ಲಿ ಏರ್ಪಡಿಸಿದ್ದ ಭಾರತೀಯ ಜ್ಞಾನ ಪರಂಪರೆಯ ಪರಿಚಯ ಕಾರ್ಯಾಗಾರವನ್ನು ಉದ್ಘಾಟಿಸಲಾಯಿತು. ಚಿತ್ರದಲ್ಲಿ ಡಾ.ಪ್ರಿಯಾ ಠಾಕೂರ್, ಡಾ.ಡಿ.ಎನ್.ಯೋಗೀಶ್ವರಪ್ಪ, ಡಾ.ಟಿ.ಬಿ.ನಿಜಲಿಂಗಪ್ಪ, ಪ್ರೊ.ಹೆಚ್.ಜಿ.ಸರ್ವಮಂಗಳ, ಡಾ.ಬಿ.ಆರ್.ಚಂದ್ರಶೇಖರಯ್ಯ ಹಾಗೂ ಇತರರಿದ್ದಾರೆ. bbox=[843, 838, 1098, 1092]
calendar-item: ಡಿಸೆಂಬರ್ 9: ಅಂತರರಾಷ್ಟ್ರೀಯ ಭ್ರಷ್ಟಾಚಾರ ವಿರೋಧಿ ದಿನ bbox=[1108, 429, 1488, 447]
calendar-item: ಡಿಸೆಂಬರ್ 16: ಅಂತರಾಷ್ಟ್ರೀಯ ಚಹಾ ದಿನ bbox=[1108, 734, 1488, 752]
calendar-item: ಡಿಸೆಂಬರ್ 7: ರಾಷ್ಟ್ರೀಯ ಹತ್ತಿ ಕ್ಯಾಂಡಿ ದಿನ bbox=[1108, 352, 1488, 371]
calendar-item: ಡಿಸೆಂಬರ್ 12 : ಯುನಿವರ್ಸಲ್ ಹೆಲ್ತ್ ಕವರೇಜ್ ದಿನ bbox=[1108, 563, 1488, 581]
story5-photo bbox=[825, 1827, 1259, 2038]
story1-col2: 50 ಕೋಟಿ ಅನುದಾನದಲ್ಲಿ ರಸ್ತೆ, ಆಸ್ಪತ್ರೆ, ಅಂಗನವಾಡಿ, ಶಾಲಾ ಕಾಲೇಜು ಸೇರಿದಂತೆ ಗೃಹ ಸಚಿವರ ಆದೇಶದಂತೆ ಒಂದು ಆಸ್ಪತ್ರೆಗೆ 65 ಲಕ್ಷದಂತೆ ನಮ್ಮ ಜಿಲ್ಲೆಗೆ 135 ಹೊಸ ಆಸ್ಪತ್ರೆಗಳು ಮಂಜೂರು ಮಾಡಿದ್ದಾರೆ. ಗ್ರಾಮ ಪಂಚಾಯ್ತಿಗಳಿಗೆ ಬರುವ ಎಲ್ಲಾ ಇಲಾಖೆಯ ಕಟ್ಟಡಗಳನ್ನ ನವೀಕರಣ ಮಾಡುವ ಮೂಲಕ ಸಮಗ್ರ ಅಭಿವೃದ್ಧಿಗೆ ಯೋಜನೆ ರೂಪಿಸಲಾಗಿದ್ದು ಇದರಲ್ಲಿ 6 ತಿಂಗಳಲ್ಲಿ ಎಲ್ಲಾ ಕಾಮಗಾರಿಗಳನ್ನು ಮುಗಿಸಿ ಜನರಿಗೆ ಅನುಕೂಲ ಮಾಡಿಕೊಡಲಾಗುವುದು ಎಂದರು. bbox=[313, 498, 569, 641]
calendar-item: ಡಿಸೆಂಬರ್ 5: ಅಂತರರಾಷ್ಟ್ರೀಯ ಸ್ವಯಂಸೇವಕರ ದಿನ bbox=[1108, 276, 1488, 295]
rni-number: RNI: KARKAN/2013/51795 bbox=[760, 77, 958, 96]
calendar-item: ಡಿಸೆಂಬರ್ 6: ರಾಷ್ಟ್ರೀಯ ಮೈಕ್ರೋವೇವ್ ಓವನ್ ದಿನ bbox=[1108, 315, 1488, 334]
calendar-item: ಡಿಸೆಂಬರ್ 12: ಅಂತರರಾಷ್ಟ್ರೀಯ ತಟಸ್ಥ ದಿನ bbox=[1108, 581, 1488, 600]
calendar-item: ಡಿಸೆಂಬರ್ 1: ವಿಶ್ವ ಏಡ್ಸ್ ದಿನ bbox=[1108, 143, 1488, 162]
calendar-item: ಡಿಸೆಂಬರ್ 4: ಭಾರತೀಯ ನೌಕಾಪಡೆಯ ದಿನ bbox=[1108, 238, 1488, 257]
story1-subhead: ರಸ್ತೆ ಅಗಲೀಕರಣ ಮಾಡುವ ಸಂದರ್ಭದಲ್ಲಿ ಯಾವುದೇ ಮೂಲಾಜಿಲ್ಲದೆ ಕಟ್ಟಡ ತೆರವುಗೊಳಿಸಿ: ಸಿಇಒ ಪ್ರಭು bbox=[36, 181, 817, 209]
calendar-box bbox=[1107, 107, 1489, 1291]
calendar-item: ಡಿಸೆಂಬರ್ 2: ಅಂತರರಾಷ್ಟ್ರೀಯ ಗುಲಾಮಗಿರಿ ನಿರ್ಮೂಲನೆ ದಿನ bbox=[1108, 200, 1488, 219]
story2-headline: ಪಠ್ಯಗಳಲ್ಲಿ ಭಾರತೀಯ ಜ್ಞಾನ ಪರಂಪರೆಯ ವಿಷಯಗಳಿಗೆ ಆದ್ಯತೆ ನೀಡಿ bbox=[36, 788, 800, 831]
story1-headline: ಕೊರಟಗೆರೆ ಕ್ಷೇತ್ರದ ಸಮಗ್ರ ಅಭಿವೃದ್ಧಿಗಾಗಿ ಪಣ ತೊಟ್ಟ ಗೃಹ ಸಚಿವರು bbox=[36, 108, 928, 157]
calendar-item: ಡಿಸೆಂಬರ್ 19 : ಗೋವಾ ವಿಮೋಚನಾ ದಿನ bbox=[1108, 791, 1488, 810]
